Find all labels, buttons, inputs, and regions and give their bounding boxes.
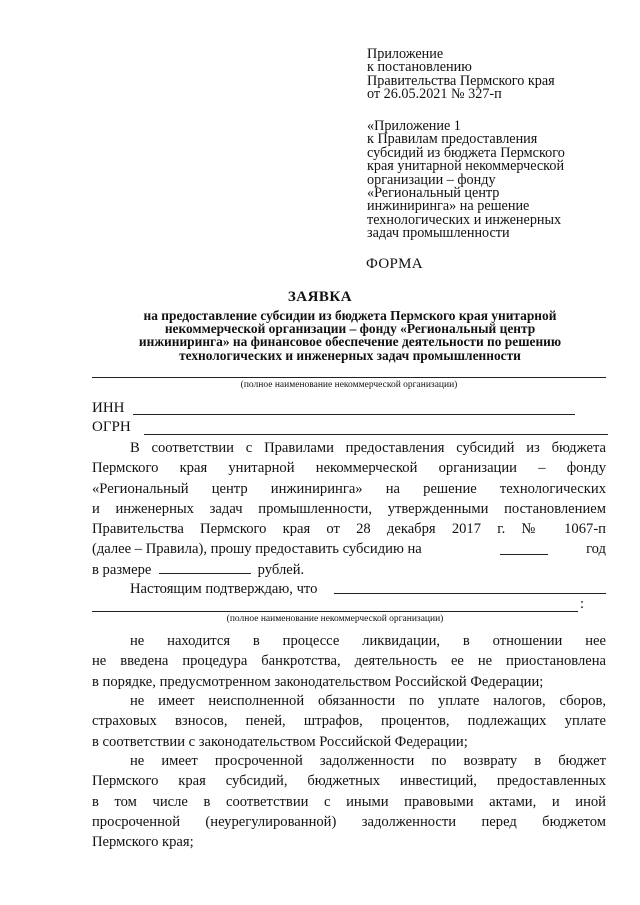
subtitle-line: технологических и инженерных задач промышленности (179, 347, 521, 363)
confirm-text: Настоящим подтверждаю, что (130, 581, 318, 597)
colon: : (580, 596, 585, 612)
confirm-org-field[interactable] (334, 593, 606, 594)
item-line: Пермского края; (92, 834, 194, 851)
org-name-field[interactable] (92, 377, 606, 378)
appendix-sub-line: «Региональный центр (367, 184, 500, 201)
form-label: ФОРМА (366, 256, 423, 272)
paragraph-line: В соответствии с Правилами предоставления субсидий из бюджета (130, 440, 606, 456)
org-name-caption-2: (полное наименование некоммерческой организации) (226, 614, 444, 624)
appendix-sub-line: субсидий из бюджета Пермского (367, 144, 565, 161)
paragraph-text: (далее – Правила), прошу предоставить субсидию на (92, 541, 422, 558)
amount-field[interactable] (159, 560, 251, 574)
inn-label: ИНН (92, 400, 125, 416)
appendix-sub-line: края унитарной некоммерческой (367, 158, 565, 175)
condition-item-1 (92, 631, 606, 692)
item-line: страховых взносов, пеней, штрафов, процентов, подлежащих уплате (92, 713, 606, 730)
appendix-sub-header (367, 120, 565, 241)
ogrn-label: ОГРН (92, 419, 131, 435)
condition-item-3 (92, 751, 606, 852)
item-line: в том числе в соответствии с иными правовыми актами, и иной (92, 793, 606, 810)
subtitle-line: на предоставление субсидии из бюджета Пермского края унитарной (143, 308, 557, 323)
year-label: год (586, 541, 606, 558)
appendix-sub-line: организации – фонду (367, 171, 496, 188)
item-line: в порядке, предусмотренном законодательством Российской Федерации; (92, 673, 544, 690)
appendix-sub-line: задач промышленности (367, 225, 510, 242)
paragraph-line: Пермского края унитарной некоммерческой организации – фонду (92, 460, 606, 477)
paragraph-line-year (92, 539, 606, 559)
inn-field[interactable] (133, 414, 575, 415)
item-line: не имеет неисполненной обязанности по уплате налогов, сборов, (130, 693, 606, 709)
appendix-sub-line: «Приложение 1 (367, 118, 461, 134)
confirm-org-field-2[interactable] (92, 611, 578, 612)
document-title: ЗАЯВКА (287, 289, 353, 305)
item-line: не имеет просроченной задолженности по возврату в бюджет (130, 753, 606, 769)
item-line: не находится в процессе ликвидации, в отношении нее (130, 633, 606, 649)
item-line: Пермского края субсидий, бюджетных инвестиций, предоставленных (92, 773, 606, 790)
condition-item-2 (92, 691, 606, 752)
paragraph-line: «Региональный центр инжиниринга» на решение технологических (92, 480, 606, 497)
year-field[interactable] (500, 541, 548, 555)
appendix-line: от 26.05.2021 № 327-п (367, 86, 502, 103)
paragraph-line: и инженерных задач промышленности, утвержденными постановлением (92, 500, 606, 517)
item-line: не введена процедура банкротства, деятельность ее не приостановлена (92, 653, 606, 670)
appendix-line: Приложение (367, 46, 444, 62)
paragraph-line-amount (92, 560, 606, 580)
appendix-sub-line: инжиниринга» на решение (367, 198, 530, 215)
amount-prefix: в размере (92, 561, 152, 578)
amount-suffix: рублей. (257, 561, 305, 578)
appendix-header (367, 48, 555, 102)
request-paragraph (92, 438, 606, 580)
appendix-line: Правительства Пермского края (367, 72, 555, 89)
subtitle-line: инжиниринга» на финансовое обеспечение деятельности по решению (138, 334, 562, 350)
paragraph-line: Правительства Пермского края от 28 декабря 2017 г. № 1067-п (92, 521, 606, 538)
item-line: в соответствии с законодательством Российской Федерации; (92, 733, 468, 750)
appendix-line: к постановлению (367, 59, 472, 76)
item-line: просроченной (неурегулированной) задолженности перед бюджетом (92, 813, 606, 830)
appendix-sub-line: к Правилам предоставления (367, 131, 538, 148)
document-subtitle (90, 309, 610, 362)
ogrn-field[interactable] (144, 434, 608, 435)
appendix-sub-line: технологических и инженерных (367, 211, 562, 228)
subtitle-line: некоммерческой организации – фонду «Региональный центр (164, 321, 536, 337)
org-name-caption: (полное наименование некоммерческой организации) (240, 380, 458, 390)
